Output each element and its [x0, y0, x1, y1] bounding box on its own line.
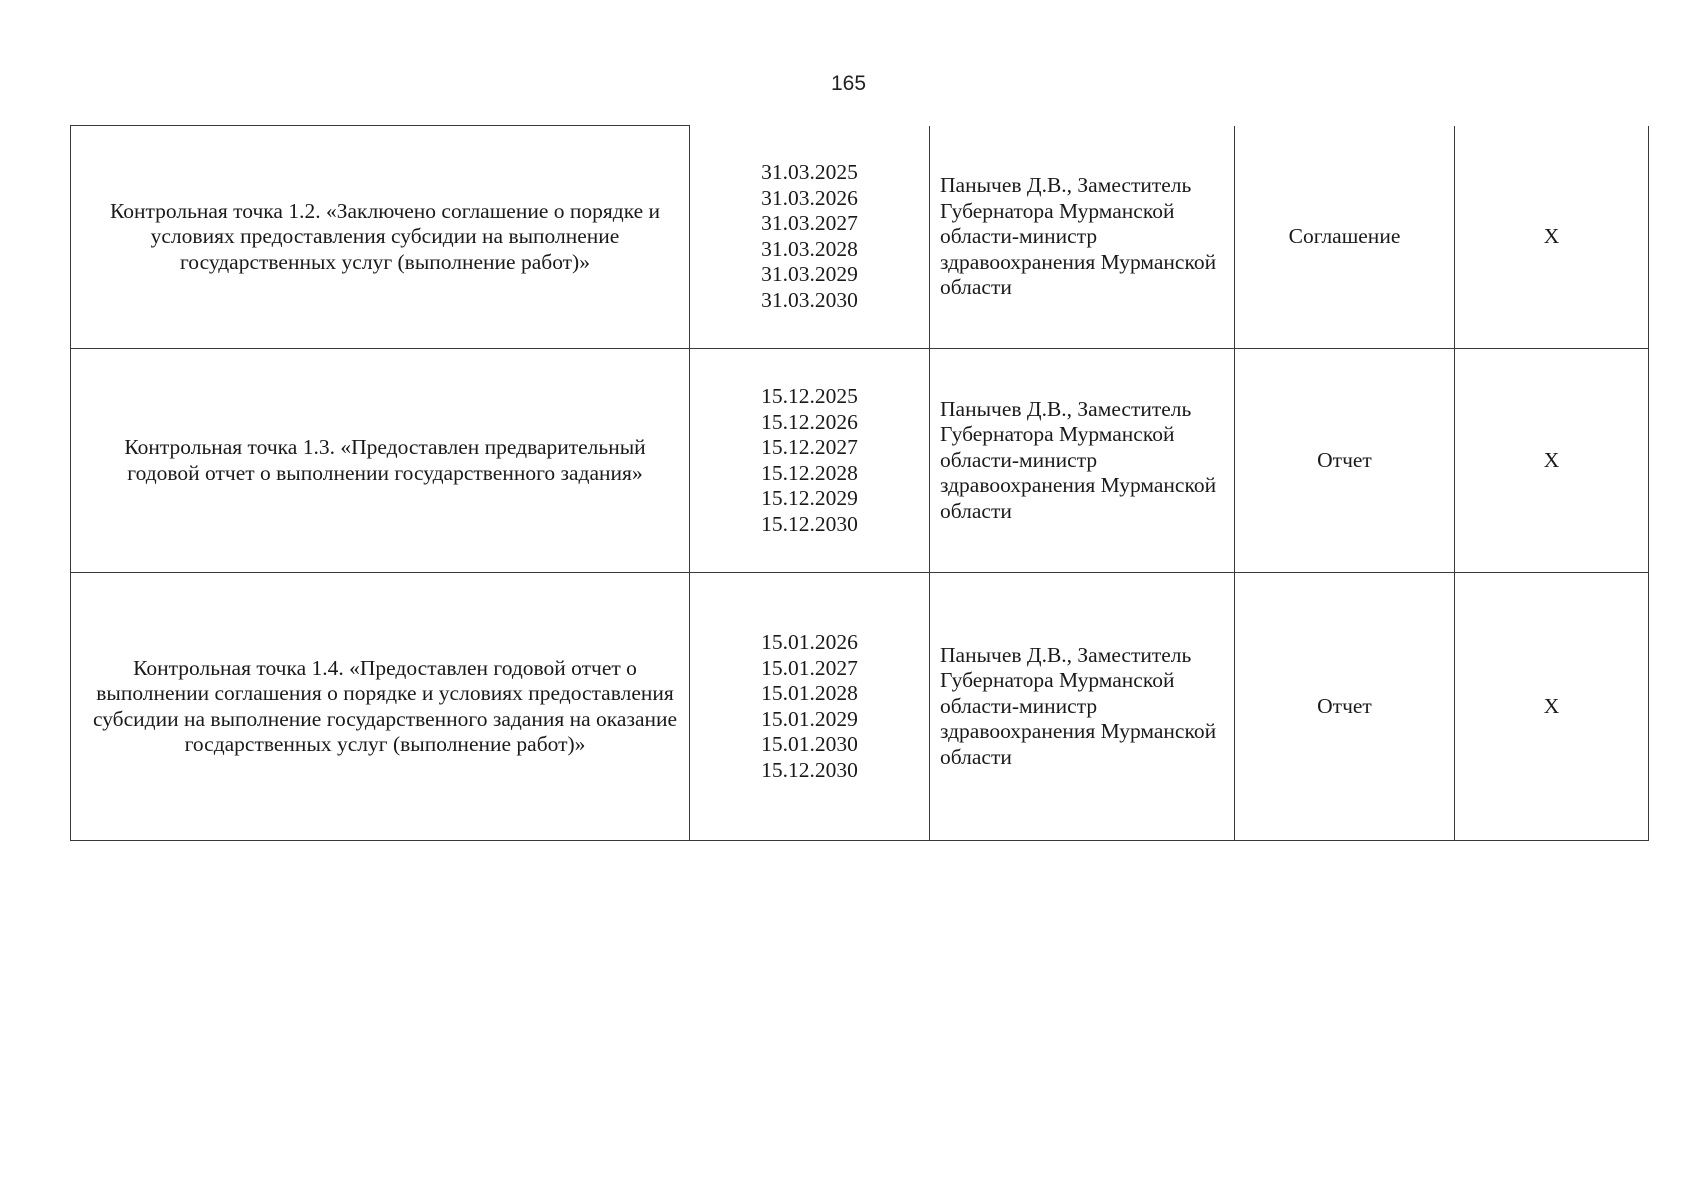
control-points-table: [70, 125, 1649, 841]
date-item: 31.03.2030: [761, 287, 858, 312]
document-type: Отчет: [1235, 573, 1455, 841]
date-item: 15.01.2029: [761, 706, 858, 731]
responsible-person: Панычев Д.В., Заместитель Губернатора Мурманской области-министр здравоохранения Мурманской области: [930, 126, 1235, 349]
table-row: [71, 349, 1649, 573]
date-item: 31.03.2026: [761, 185, 858, 210]
date-item: 31.03.2027: [761, 211, 858, 236]
mark-cell: Х: [1455, 349, 1649, 573]
date-item: 15.01.2026: [761, 630, 858, 654]
responsible-person: Панычев Д.В., Заместитель Губернатора Мурманской области-министр здравоохранения Мурманской области: [930, 349, 1235, 573]
table-row: [71, 126, 1649, 349]
date-item: 15.01.2028: [761, 681, 858, 705]
date-item: 31.03.2029: [761, 262, 858, 287]
date-item: 15.01.2027: [761, 655, 858, 680]
document-type: Соглашение: [1235, 126, 1455, 349]
date-item: 15.12.2027: [761, 435, 858, 459]
control-point-name: Контрольная точка 1.4. «Предоставлен годовой отчет о выполнении соглашения о порядке и условиях предоставления субсидии на выполнение государственного задания на оказание госдарственных услуг (выполнение работ)»: [71, 573, 690, 841]
mark-cell: Х: [1455, 126, 1649, 349]
control-point-name: Контрольная точка 1.3. «Предоставлен предварительный годовой отчет о выполнении государственного задания»: [71, 349, 690, 573]
control-point-dates: [690, 126, 930, 349]
date-item: 15.01.2030: [761, 732, 858, 756]
date-item: 15.12.2030: [761, 511, 858, 536]
date-item: 31.03.2025: [761, 160, 858, 185]
mark-cell: Х: [1455, 573, 1649, 841]
date-item: 15.12.2028: [761, 460, 858, 485]
control-point-name: Контрольная точка 1.2. «Заключено соглашение о порядке и условиях предоставления субсидии на выполнение государственных услуг (выполнение работ)»: [71, 126, 690, 349]
control-point-dates: [690, 349, 930, 573]
date-item: 15.12.2029: [761, 486, 858, 510]
control-point-dates: [690, 573, 930, 841]
date-item: 15.12.2030: [761, 757, 858, 782]
document-type: Отчет: [1235, 349, 1455, 573]
page-number: 165: [830, 72, 867, 95]
table-row: [71, 573, 1649, 841]
date-item: 15.12.2026: [761, 409, 858, 434]
date-item: 31.03.2028: [761, 236, 858, 261]
responsible-person: Панычев Д.В., Заместитель Губернатора Мурманской области-министр здравоохранения Мурманской области: [930, 573, 1235, 841]
date-item: 15.12.2025: [761, 384, 858, 408]
